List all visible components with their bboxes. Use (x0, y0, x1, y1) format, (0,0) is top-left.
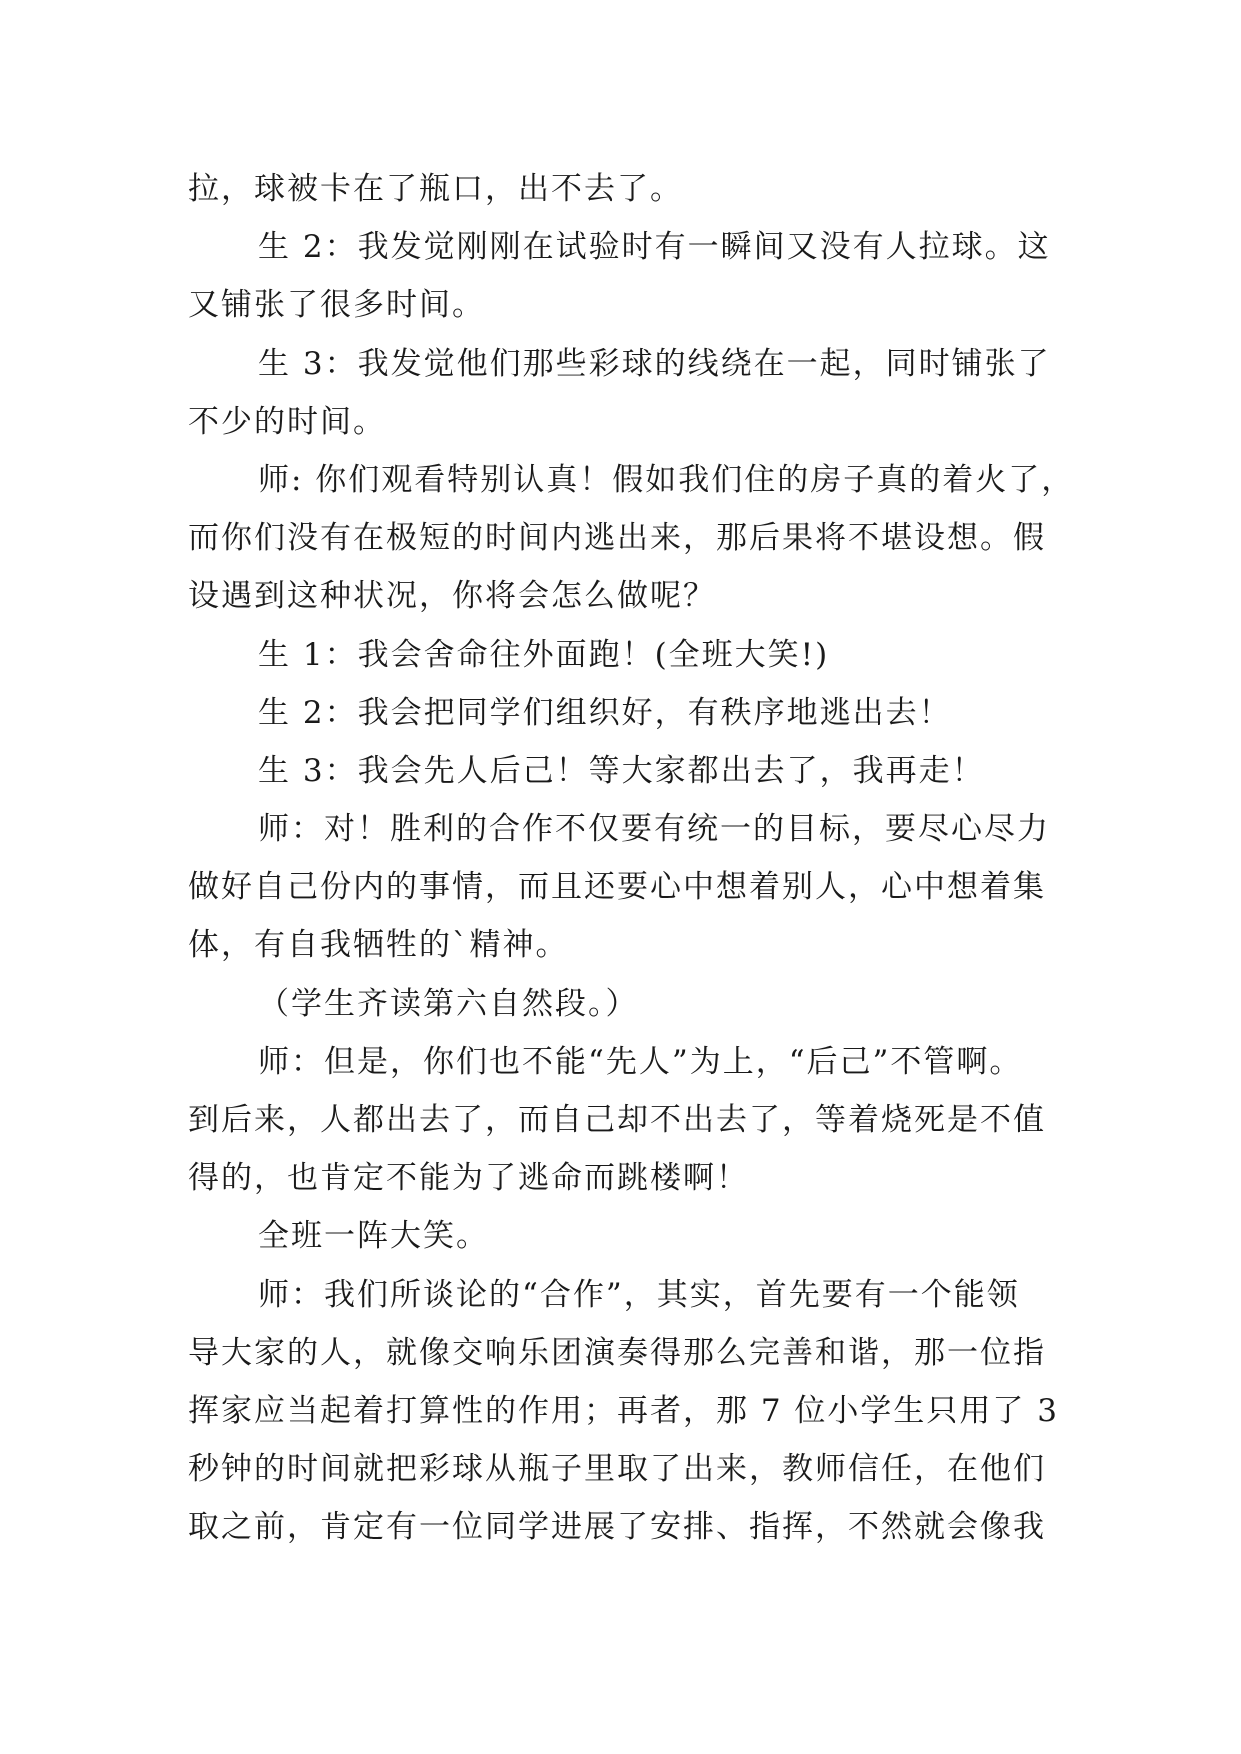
text-line: 师：我们所谈论的“合作”，其实，首先要有一个能领 (258, 1276, 1020, 1313)
text-line: 全班一阵大笑。 (258, 1218, 489, 1255)
text-line: 生 3：我会先人后己！等大家都出去了，我再走！ (258, 752, 985, 789)
text-line: 取之前，肯定有一位同学进展了安排、指挥，不然就会像我 (188, 1509, 1046, 1546)
text-line: 而你们没有在极短的时间内逃出来，那后果将不堪设想。假 (188, 520, 1046, 557)
text-line: 师：但是，你们也不能“先人”为上，“后己”不管啊。 (258, 1043, 1023, 1080)
text-line: 师: 你们观看特别认真！假如我们住的房子真的着火了， (258, 461, 1075, 498)
text-line: 师：对！胜利的合作不仅要有统一的目标，要尽心尽力 (258, 811, 1050, 848)
text-line: （学生齐读第六自然段。） (258, 985, 639, 1022)
text-line: 又铺张了很多时间。 (188, 287, 485, 324)
text-line: 导大家的人，就像交响乐团演奏得那么完善和谐，那一位指 (188, 1334, 1046, 1371)
document-body (188, 160, 1075, 1557)
text-line: 拉，球被卡在了瓶口，出不去了。 (188, 171, 683, 207)
text-line: 生 3：我发觉他们那些彩球的线绕在一起，同时铺张了 (258, 345, 1051, 382)
text-line: 生 1：我会舍命往外面跑！(全班大笑!) (258, 636, 830, 673)
text-line: 得的，也肯定不能为了逃命而跳楼啊！ (188, 1160, 749, 1197)
text-line: 生 2：我会把同学们组织好，有秩序地逃出去！ (258, 694, 952, 731)
text-line: 不少的时间。 (188, 403, 386, 440)
text-line: 生 2：我发觉刚刚在试验时有一瞬间又没有人拉球。这 (258, 229, 1051, 266)
text-line: 设遇到这种状况，你将会怎么做呢？ (188, 578, 716, 615)
text-line: 体，有自我牺牲的`精神。 (188, 927, 569, 964)
text-line: 做好自己份内的事情，而且还要心中想着别人，心中想着集 (188, 869, 1046, 906)
text-line: 到后来，人都出去了，而自己却不出去了，等着烧死是不值 (188, 1102, 1046, 1138)
text-line: 秒钟的时间就把彩球从瓶子里取了出来，教师信任，在他们 (188, 1451, 1046, 1488)
text-line: 挥家应当起着打算性的作用；再者，那 7 位小学生只用了 3 (188, 1392, 1060, 1429)
